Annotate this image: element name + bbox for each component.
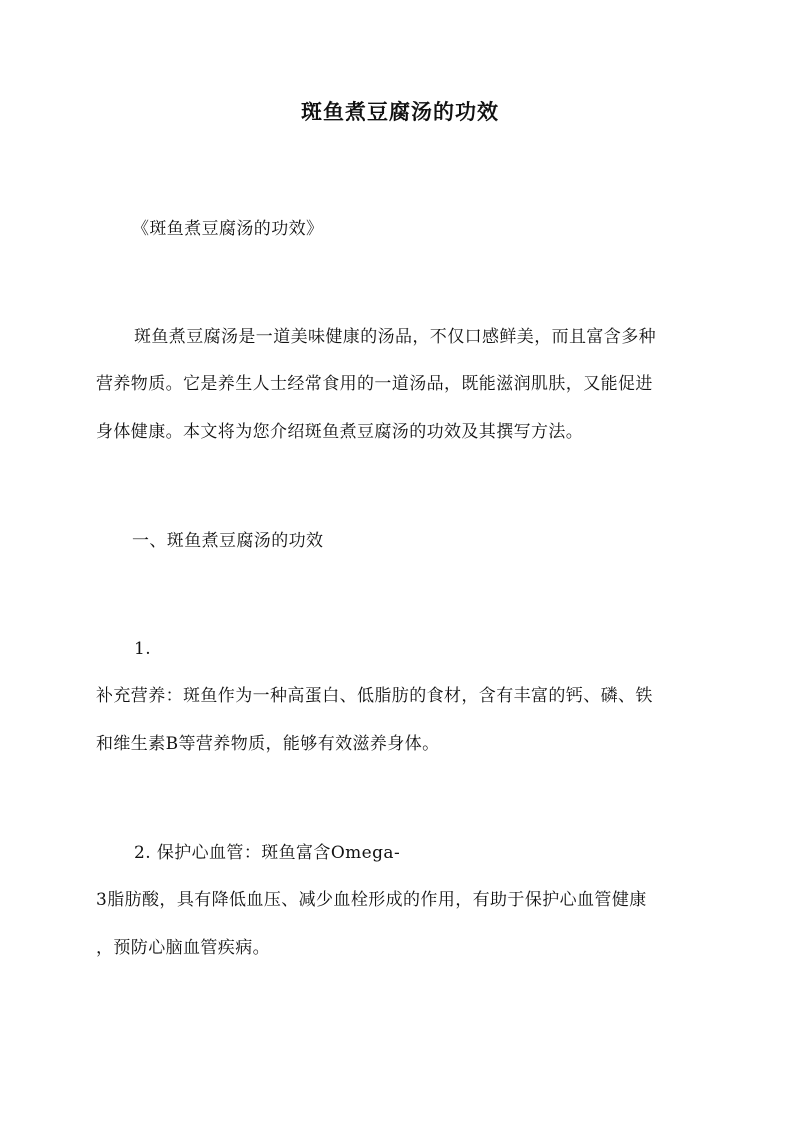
intro-line-3: 身体健康。本文将为您介绍斑鱼煮豆腐汤的功效及其撰写方法。 bbox=[96, 422, 584, 442]
item-1-number: 1. bbox=[134, 639, 152, 659]
item-1-line-1: 补充营养：斑鱼作为一种高蛋白、低脂肪的食材，含有丰富的钙、磷、铁 bbox=[96, 686, 653, 706]
intro-line-2: 营养物质。它是养生人士经常食用的一道汤品，既能滋润肌肤，又能促进 bbox=[96, 374, 653, 394]
item-2-line-3: ，预防心脑血管疾病。 bbox=[96, 938, 270, 958]
item-1-line-2: 和维生素B等营养物质，能够有效滋养身体。 bbox=[96, 734, 440, 754]
document-title: 斑鱼煮豆腐汤的功效 bbox=[301, 99, 499, 124]
intro-line-1: 斑鱼煮豆腐汤是一道美味健康的汤品，不仅口感鲜美，而且富含多种 bbox=[134, 327, 656, 347]
section-heading: 一、斑鱼煮豆腐汤的功效 bbox=[132, 531, 324, 551]
item-2-line-2: 3脂肪酸，具有降低血压、减少血栓形成的作用，有助于保护心血管健康 bbox=[96, 890, 647, 910]
document-subtitle: 《斑鱼煮豆腐汤的功效》 bbox=[132, 219, 324, 239]
item-2-line-1: 2. 保护心血管：斑鱼富含Omega- bbox=[134, 843, 401, 863]
